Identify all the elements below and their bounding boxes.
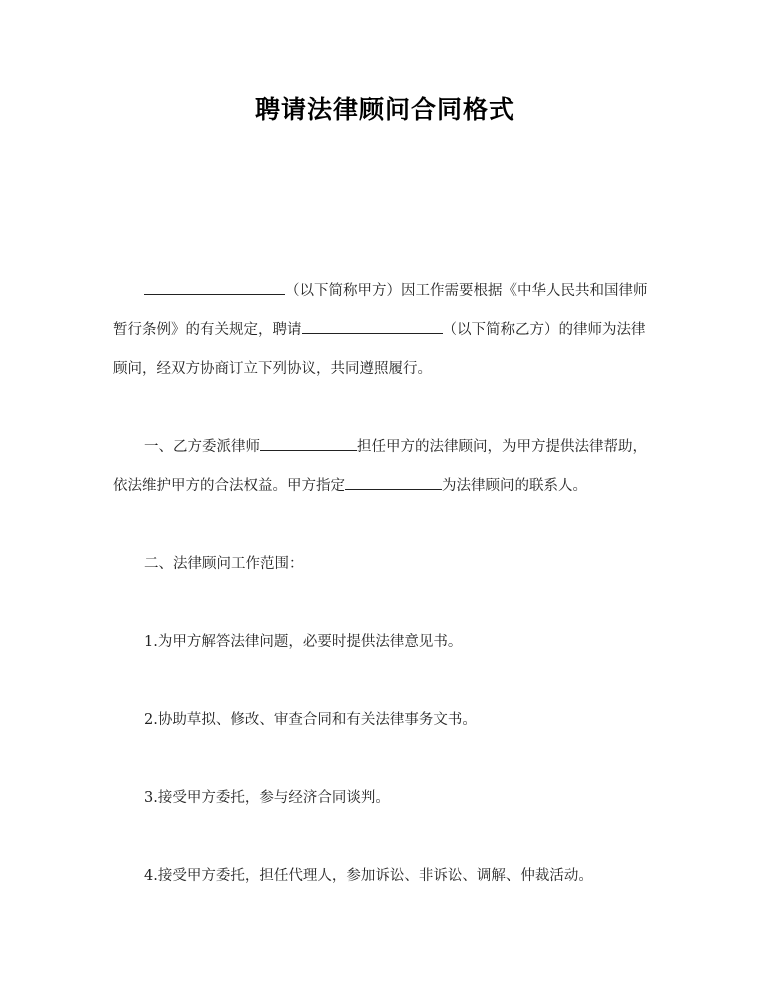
- contact-person-blank[interactable]: [345, 473, 442, 490]
- clause-1-paragraph: [113, 428, 658, 506]
- preamble-text-1: （以下简称甲方）因工作需要根据《中华人民共和国律师暂行条例》的有关规定，聘请: [113, 283, 648, 338]
- preamble-text-2: （以下简称乙方）的律师为法律顾问，经双方协商订立下列协议，共同遵照履行。: [113, 322, 646, 377]
- lawyer-name-blank[interactable]: [260, 434, 357, 451]
- preamble-paragraph: [113, 272, 658, 389]
- scope-item-1: 1.为甲方解答法律问题，必要时提供法律意见书。: [144, 634, 463, 650]
- party-a-name-blank[interactable]: [144, 278, 285, 295]
- clause-2-heading: 二、法律顾问工作范围：: [144, 556, 304, 572]
- party-b-name-blank[interactable]: [302, 317, 443, 334]
- clause-1-text-3: 为法律顾问的联系人。: [442, 478, 587, 494]
- clause-1-text-1: 一、乙方委派律师: [144, 439, 260, 455]
- page-title: 聘请法律顾问合同格式: [254, 95, 515, 124]
- scope-item-2: 2.协助草拟、修改、审查合同和有关法律事务文书。: [144, 712, 477, 728]
- scope-item-3: 3.接受甲方委托，参与经济合同谈判。: [144, 790, 390, 806]
- clause-1-text-2: 担任甲方的法律顾问，为甲方提供法律帮助，依法维护甲方的合法权益。甲方指定: [113, 439, 647, 494]
- scope-item-4: 4.接受甲方委托，担任代理人，参加诉讼、非诉讼、调解、仲裁活动。: [144, 868, 593, 884]
